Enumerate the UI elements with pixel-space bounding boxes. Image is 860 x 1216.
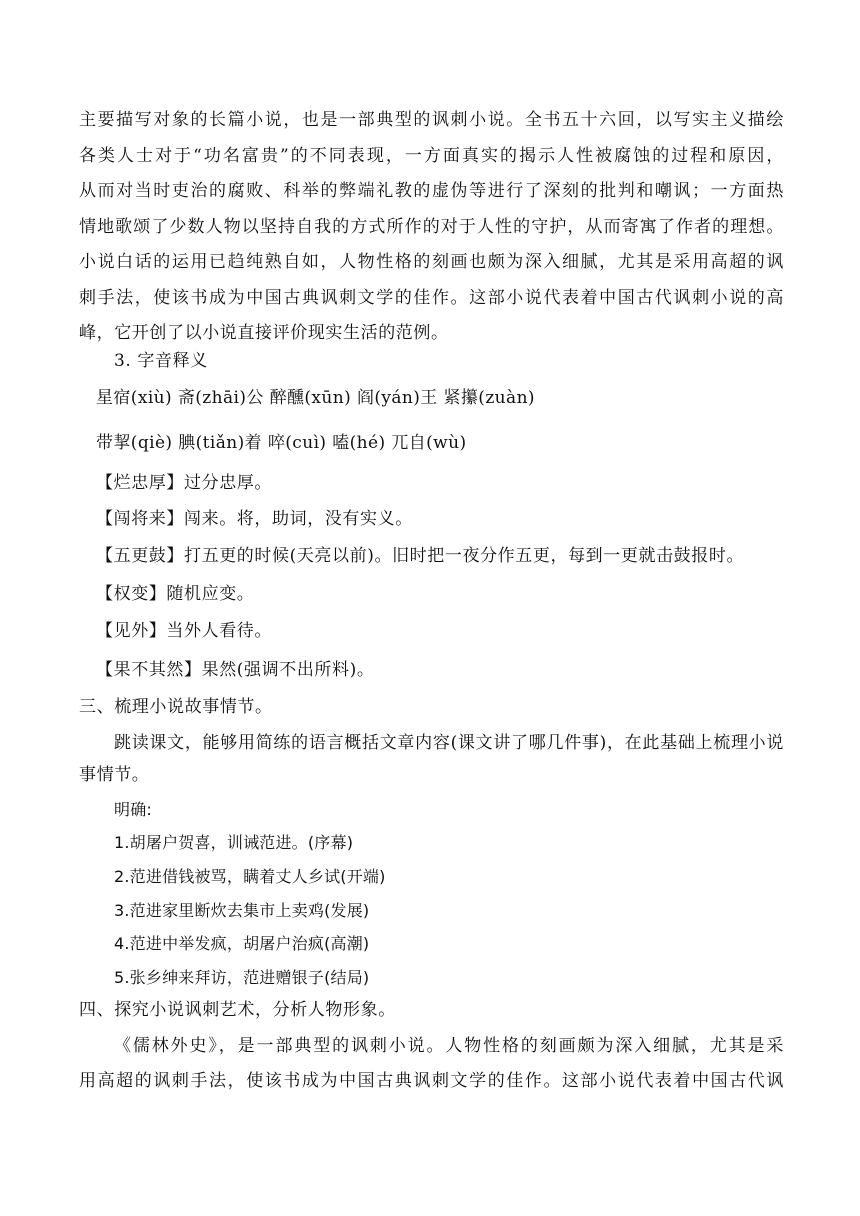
intro-line: 各类人士对于“功名富贵”的不同表现，一方面真实的揭示人性被腐蚀的过程和原因， (79, 146, 784, 166)
section-heading: 四、探究小说讽刺艺术，分析人物形象。 (79, 1000, 396, 1020)
plot-item: 4.范进中举发疯，胡屠户治疯(高潮) (114, 934, 370, 953)
pinyin-row: 带挈(qiè) 腆(tiǎn)着 啐(cuì) 嗑(hé) 兀自(wù) (96, 433, 467, 453)
plot-item: 3.范进家里断炊去集市上卖鸡(发展) (114, 901, 370, 920)
paragraph-line: 用高超的讽刺手法，使该书成为中国古典讽刺文学的佳作。这部小说代表着中国古代讽 (79, 1071, 784, 1091)
paragraph-line: 《儒林外史》，是一部典型的讽刺小说。人物性格的刻画颇为深入细腻，尤其是采 (114, 1036, 784, 1056)
pinyin-row: 星宿(xiù) 斋(zhāi)公 醉醺(xūn) 阎(yán)王 紧攥(zuàn) (96, 388, 535, 408)
intro-line: 主要描写对象的长篇小说，也是一部典型的讽刺小说。全书五十六回，以写实主义描绘 (79, 110, 784, 130)
intro-line: 情地歌颂了少数人物以坚持自我的方式所作的对于人性的守护，从而寄寓了作者的理想。 (79, 217, 784, 237)
term-definition: 【闯将来】闯来。将，助词，没有实义。 (96, 509, 413, 529)
term-definition: 【果不其然】果然(强调不出所料)。 (96, 660, 375, 680)
intro-line: 刺手法，使该书成为中国古典讽刺文学的佳作。这部小说代表着中国古代讽刺小说的高 (79, 288, 784, 308)
intro-line: 峰，它开创了以小说直接评价现实生活的范例。 (79, 323, 449, 343)
paragraph-line: 跳读课文，能够用简练的语言概括文章内容(课文讲了哪几件事)，在此基础上梳理小说 (114, 733, 784, 753)
intro-line: 小说白话的运用已趋纯熟自如，人物性格的刻画也颇为深入细腻，尤其是采用高超的讽 (79, 252, 784, 272)
term-definition: 【权变】随机应变。 (96, 584, 255, 604)
term-definition: 【见外】当外人看待。 (96, 621, 272, 641)
answer-label: 明确: (114, 800, 152, 819)
plot-item: 1.胡屠户贺喜，训诫范进。(序幕) (114, 833, 354, 852)
term-definition: 【烂忠厚】过分忠厚。 (96, 473, 272, 493)
term-definition: 【五更鼓】打五更的时候(天亮以前)。旧时把一夜分作五更，每到一更就击鼓报时。 (96, 546, 745, 566)
paragraph-line: 事情节。 (79, 765, 150, 785)
section-subtitle: 3. 字音释义 (114, 351, 208, 371)
intro-line: 从而对当时吏治的腐败、科举的弊端礼教的虚伪等进行了深刻的批判和嘲讽；一方面热 (79, 181, 784, 201)
plot-item: 2.范进借钱被骂，瞒着丈人乡试(开端) (114, 867, 386, 886)
plot-item: 5.张乡绅来拜访，范进赠银子(结局) (114, 968, 370, 987)
section-heading: 三、梳理小说故事情节。 (79, 697, 273, 717)
